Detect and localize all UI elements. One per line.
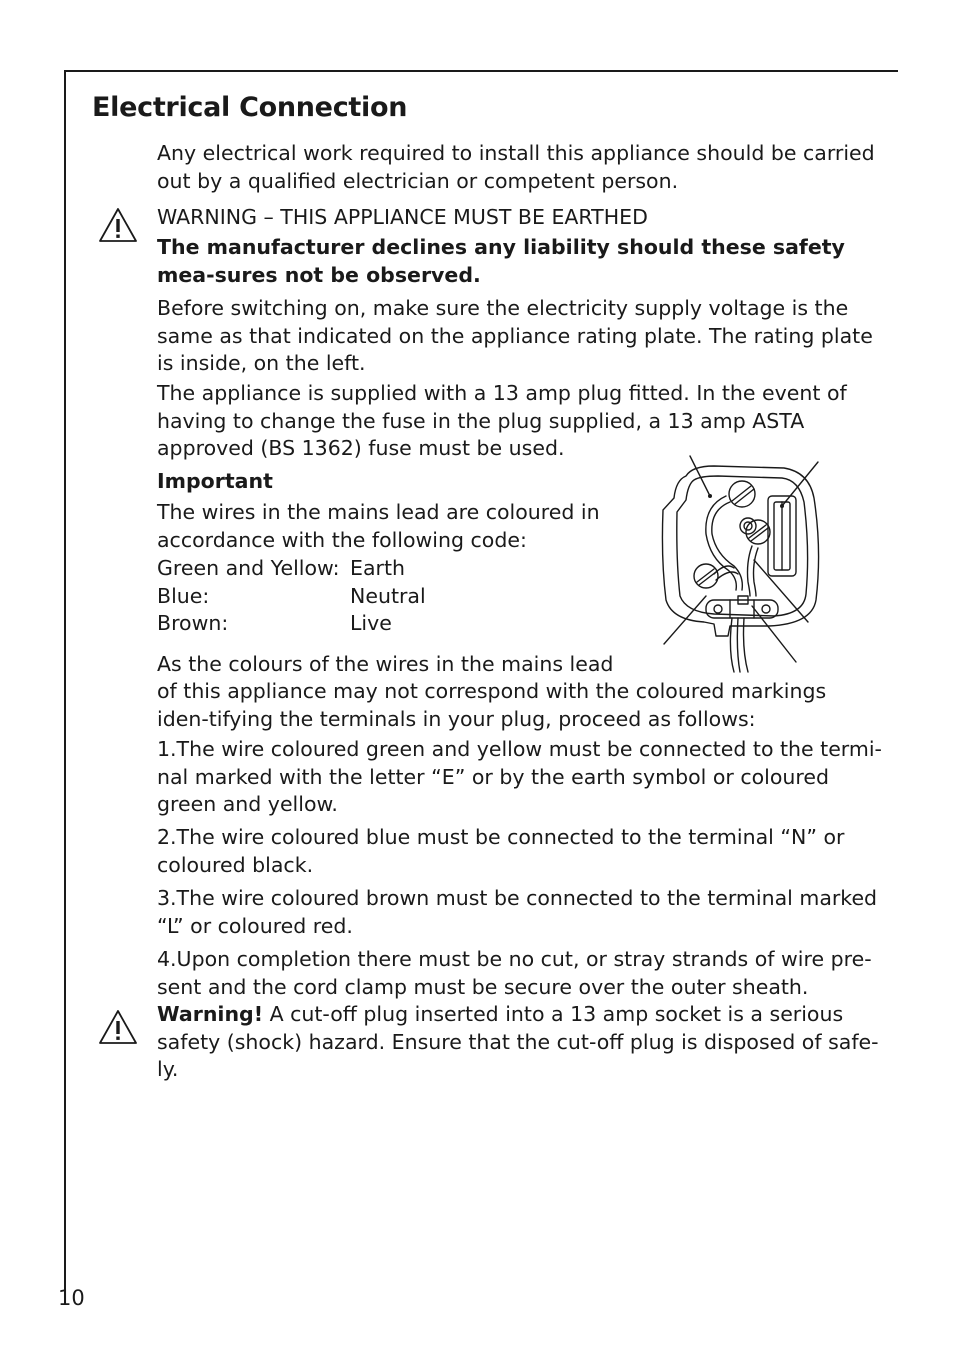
wire-colour-row [157,555,426,583]
wire-colour-table [157,555,426,638]
page-title: Electrical Connection [92,92,408,123]
wire-colour-meaning: Neutral [350,583,426,608]
final-warning-paragraph [157,1001,882,1084]
step-3: 3.The wire coloured brown must be connected to the terminal marked “L” or coloured red. [157,886,878,938]
page-number: 10 [58,1286,85,1310]
warning-triangle-icon [97,1008,139,1046]
intro-paragraph: Any electrical work required to install this appliance should be carried out by a qualified electrician or competent person. [157,141,875,193]
page-frame-top [64,70,898,72]
step-4: 4.Upon completion there must be no cut, or stray strands of wire pre-sent and the cord clamp must be secure over the outer sheath. [157,947,872,999]
step-2: 2.The wire coloured blue must be connected to the terminal “N” or coloured black. [157,825,845,877]
liability-note: The manufacturer declines any liability should these safety mea-sures not be observed. [157,235,845,287]
final-warning-label: Warning! [157,1002,264,1026]
warning-triangle-icon [97,206,139,244]
step-1: 1.The wire coloured green and yellow must be connected to the termi-nal marked with the letter “E” or by the earth symbol or coloured green and yellow. [157,737,882,816]
wire-colour-name: Brown: [157,611,229,635]
wire-colour-row [157,583,426,611]
colours-paragraph-first-line: As the colours of the wires in the mains lead [157,652,614,676]
warning-heading: WARNING – THIS APPLIANCE MUST BE EARTHED [157,205,648,229]
colours-paragraph: of this appliance may not correspond with the coloured markings iden-tifying the terminals in your plug, proceed as follows: [157,679,827,731]
wire-colour-name: Blue: [157,583,210,608]
wire-colour-meaning: Earth [350,556,405,580]
wires-intro-paragraph: The wires in the mains lead are coloured in accordance with the following code: [157,500,600,552]
final-warning-text: A cut-off plug inserted into a 13 amp socket is a serious safety (shock) hazard. Ensure that the cut-off plug is disposed of safe-ly. [157,1002,879,1081]
plug-wiring-diagram [634,450,834,680]
wire-colour-meaning: Live [350,611,392,635]
plug-fuse-paragraph: The appliance is supplied with a 13 amp plug fitted. In the event of having to change the fuse in the plug supplied, a 13 amp ASTA approved (BS 1362) fuse must be used. [157,381,847,460]
important-heading: Important [157,469,273,493]
wire-colour-row [157,610,426,638]
page-frame-left [64,70,66,1292]
voltage-check-paragraph: Before switching on, make sure the electricity supply voltage is the same as that indicated on the appliance rating plate. The rating plate is inside, on the left. [157,296,873,375]
wire-colour-name: Green and Yellow: [157,556,340,580]
